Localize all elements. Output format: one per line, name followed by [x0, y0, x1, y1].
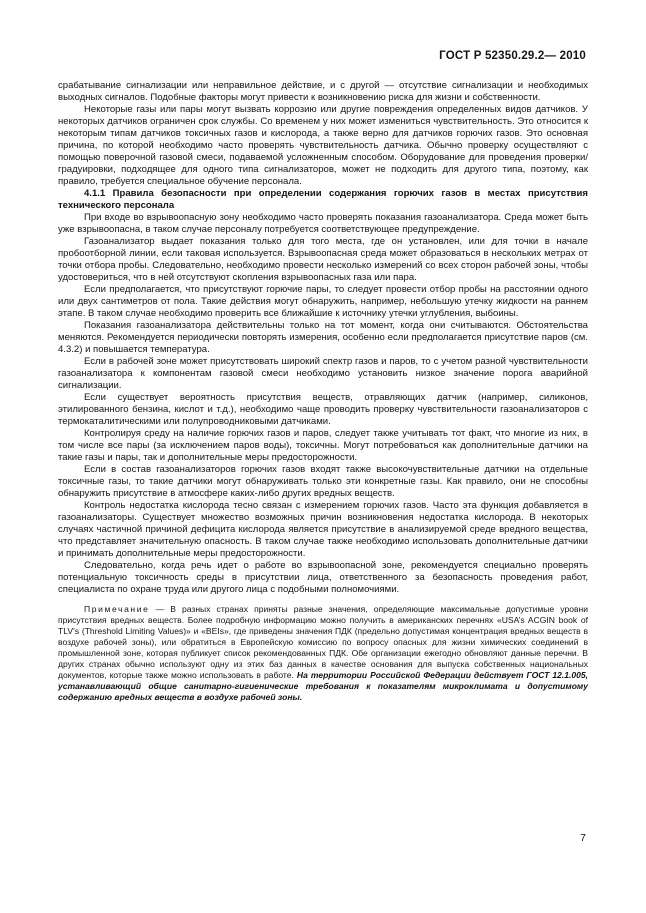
- page-number: 7: [580, 832, 586, 844]
- paragraph: Следовательно, когда речь идет о работе во взрывоопасной зоне, рекомендуется специально проверять потенциальную токсичность среды в присутствии лица, ответственного за безопасность проведения работ, специалиста по охране труда или другого лица с подобными полномочиями.: [58, 560, 588, 595]
- paragraph: срабатывание сигнализации или неправильное действие, и с другой — отсутствие сигнализации и необходимых выходных сигналов. Подобные факторы могут привести к возникновению риска для жизни и собственности.: [58, 80, 588, 103]
- paragraph: Контролируя среду на наличие горючих газов и паров, следует также учитывать тот факт, что многие из них, в том числе все пары (за исключением паров воды), токсичны. Могут потребоваться как дополнительные датчики на такие газы и пары, так и дополнительные меры предосторожности.: [58, 428, 588, 463]
- note-paragraph: [58, 604, 588, 703]
- note-emphasis: На территории Российской Федерации действует ГОСТ 12.1.005, устанавливающий общие санитарно-гигиенические требования к показателям микроклимата и допустимому содержанию вредных веществ в воздухе рабочей зоны.: [58, 670, 588, 702]
- paragraph: Некоторые газы или пары могут вызвать коррозию или другие повреждения определенных видов датчиков. У некоторых датчиков ограничен срок службы. Со временем у них может измениться чувствительность. Это относится к некоторым типам датчиков токсичных газов и кислорода, а также верно для датчиков горючих газов. Это основная причина, по которой необходимо часто проверять чувствительность датчика. Обычно проверку осуществляют с помощью поверочной газовой смеси, подаваемой усложненным способом. Оборудование для проведения проверки/градуировки, подходящее для одного типа сигнализаторов, может не подходить для другого типа, поэтому, как правило, требуется специальное обучение персонала.: [58, 104, 588, 187]
- paragraph: Если предполагается, что присутствуют горючие пары, то следует провести отбор пробы на расстоянии одного или двух сантиметров от пола. Такие действия могут обнаружить, например, небольшую утечку жидкости на раннем этапе. В таком случае необходимо проверить все ближайшие к источнику утечки углубления, выбоины.: [58, 284, 588, 319]
- paragraph: Показания газоанализатора действительны только на тот момент, когда они считываются. Обстоятельства меняются. Рекомендуется периодически повторять измерения, особенно если предполагается присутствие паров (см. 4.3.2) и повышается температура.: [58, 320, 588, 355]
- paragraph: Контроль недостатка кислорода тесно связан с измерением горючих газов. Часто эта функция добавляется в газоанализаторы. Существует множество возможных причин возникновения недостатка кислорода. В некоторых случаях частичной причиной дефицита кислорода является присутствие в анализируемой среде вредного вещества, что представляет значительную опасность. В таком случае также необходимо использовать дополнительные датчики и принимать дополнительные меры предосторожности.: [58, 500, 588, 559]
- paragraph: Если в рабочей зоне может присутствовать широкий спектр газов и паров, то с учетом разной чувствительности газоанализатора к компонентам газовой смеси необходимо установить низкое значение порога аварийной сигнализации.: [58, 356, 588, 391]
- paragraph: Если существует вероятность присутствия веществ, отравляющих датчик (например, силиконов, этилированного бензина, кислот и т.д.), необходимо чаще проводить проверку чувствительности газоанализаторов с термокаталитическими или полупроводниковыми датчиками.: [58, 392, 588, 427]
- section-heading: 4.1.1 Правила безопасности при определении содержания горючих газов в местах присутствия технического персонала: [58, 188, 588, 211]
- note-label: Примечание: [84, 604, 150, 614]
- document-body: [58, 80, 588, 703]
- paragraph: Если в состав газоанализаторов горючих газов входят также высокочувствительные датчики на отдельные токсичные газы, то такие датчики могут обнаруживать только эти конкретные газы. Как правило, они не способны обнаружить присутствие в атмосфере каких-либо других вредных веществ.: [58, 464, 588, 499]
- standard-header: ГОСТ Р 52350.29.2— 2010: [439, 50, 586, 62]
- paragraph: Газоанализатор выдает показания только для того места, где он установлен, или для точки в начале пробоотборной линии, если таковая используется. Взрывоопасная среда может образоваться в нескольких метрах от точки отбора пробы. Следовательно, необходимо провести несколько измерений со всех сторон рабочей зоны, чтобы удостовериться, что в ней отсутствуют скопления взрывоопасных газа или пара.: [58, 236, 588, 283]
- note-block: [58, 604, 588, 703]
- note-text: — В разных странах приняты разные значения, определяющие максимальные допустимые уровни присутствия вредных веществ. Более подробную информацию можно получить в американских перечнях «USA’s ACGIN book of TLV’s (Threshold Limiting Values)» и «BEIs», где приведены значения ПДК (предельно допустимая концентрация вредных веществ в воздухе рабочей зоны), или обратиться в Европейскую комиссию по вопросу опасных для жизни химических соединений в промышленной зоне, которая публикует список рекомендованных ПДК. Обе организации ежегодно обновляют данные перечни. В других странах обычно используют одну из этих баз данных в качестве основания для выпуска собственных национальных документов, которые также можно использовать в работе.: [58, 604, 588, 680]
- paragraph: При входе во взрывоопасную зону необходимо часто проверять показания газоанализатора. Среда может быть уже взрывоопасна, в таком случае персоналу потребуется соответствующее предупреждение.: [58, 212, 588, 235]
